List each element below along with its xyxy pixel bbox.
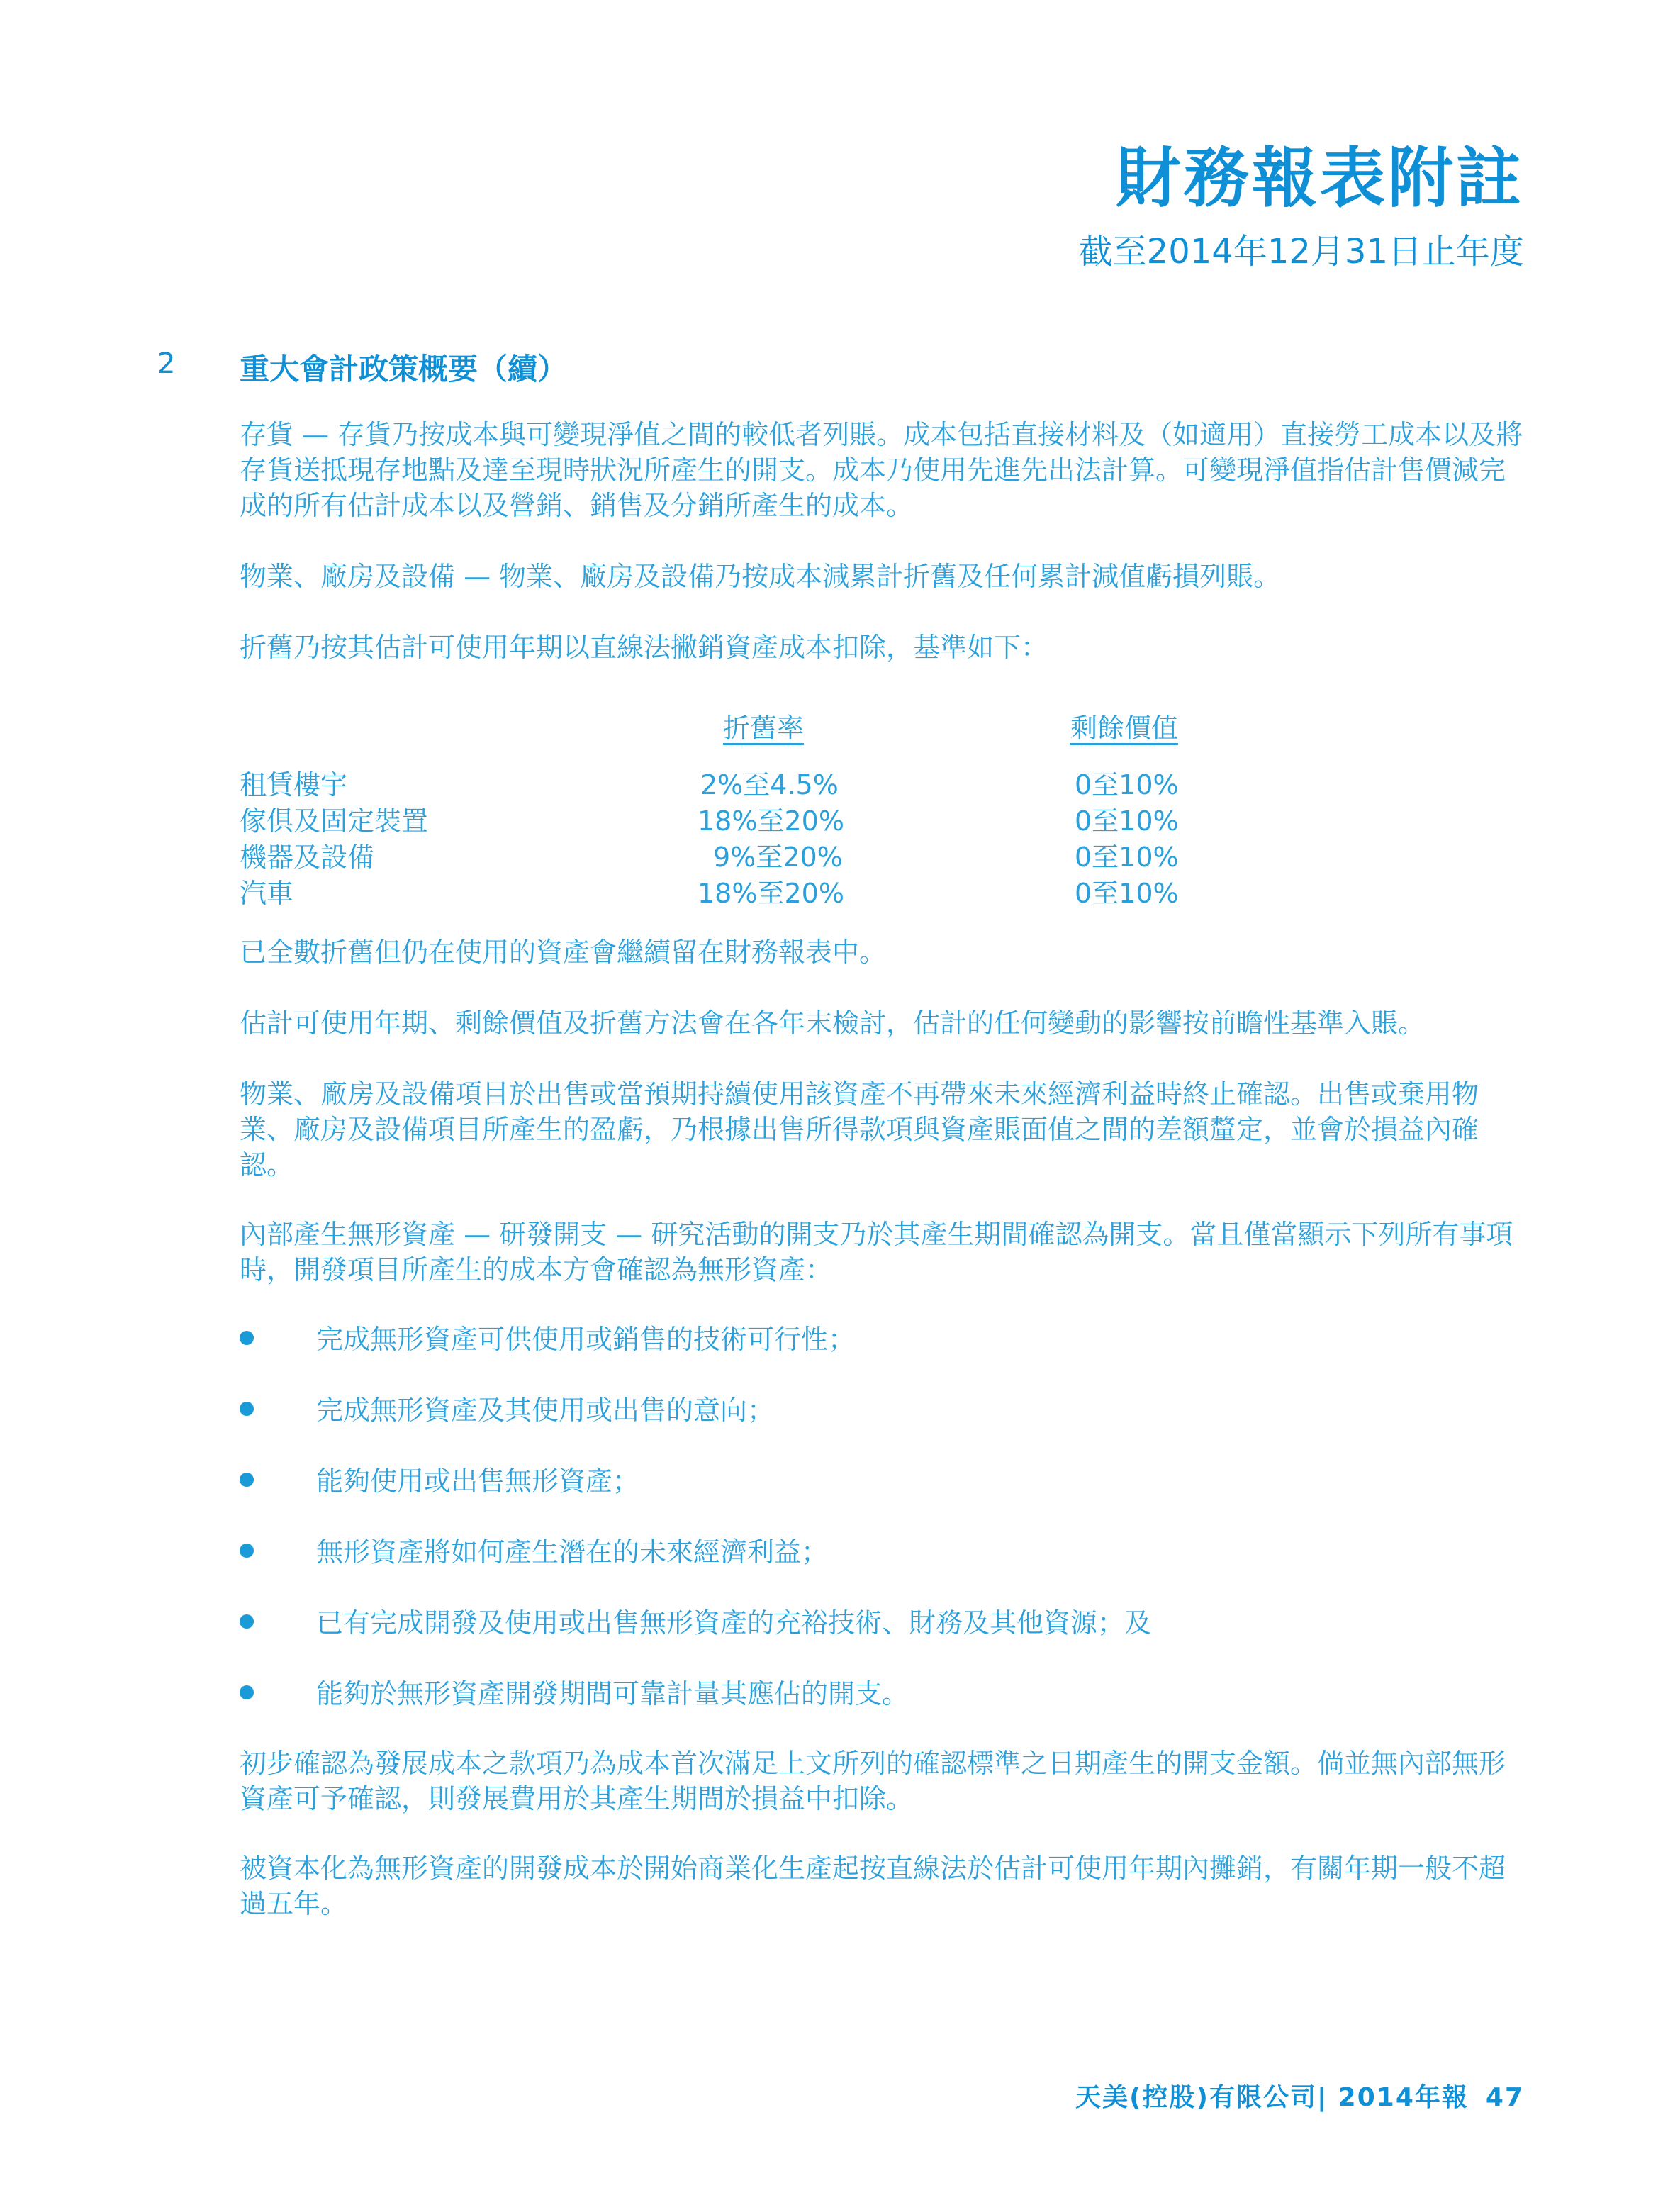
section-number: 2 bbox=[157, 347, 176, 380]
table-row bbox=[240, 871, 1530, 908]
paragraph-initial-recognition bbox=[240, 1746, 1530, 1816]
list-item bbox=[240, 1392, 1530, 1428]
bullet-icon bbox=[240, 1331, 254, 1345]
depreciation-rate: 18%至20% bbox=[698, 805, 844, 837]
depreciation-rate: 18%至20% bbox=[698, 878, 844, 909]
page-number: 47 bbox=[1485, 2083, 1524, 2112]
list-item bbox=[240, 1605, 1530, 1641]
bullet-icon bbox=[240, 1473, 254, 1487]
paragraph-inventory bbox=[240, 417, 1530, 523]
list-item-text: 能夠於無形資產開發期間可靠計量其應佔的開支。 bbox=[316, 1678, 909, 1709]
paragraph-depreciation-intro bbox=[240, 630, 1530, 665]
page-subtitle: 截至2014年12月31日止年度 bbox=[1078, 232, 1524, 272]
table-row bbox=[240, 763, 1530, 800]
list-item-text: 完成無形資產及其使用或出售的意向； bbox=[316, 1395, 775, 1426]
list-item bbox=[240, 1534, 1530, 1570]
asset-name: 汽車 bbox=[240, 878, 294, 909]
bullet-icon bbox=[240, 1614, 254, 1629]
section-title: 重大會計政策概要（續） bbox=[240, 352, 568, 386]
paragraph-text: 已全數折舊但仍在使用的資產會繼續留在財務報表中。 bbox=[240, 937, 887, 968]
paragraph-derecognition bbox=[240, 1076, 1530, 1183]
page-title: 財務報表附註 bbox=[1115, 140, 1524, 216]
list-item-text: 無形資產將如何產生潛在的未來經濟利益； bbox=[316, 1536, 829, 1568]
paragraph-ppe bbox=[240, 559, 1530, 594]
list-item-text: 已有完成開發及使用或出售無形資產的充裕技術、財務及其他資源；及 bbox=[316, 1607, 1152, 1639]
table-row bbox=[240, 799, 1530, 836]
page-footer bbox=[1075, 2077, 1524, 2114]
paragraph-text: 折舊乃按其估計可使用年期以直線法撇銷資產成本扣除，基準如下： bbox=[240, 632, 1048, 663]
paragraph-text: 被資本化為無形資產的開發成本於開始商業化生產起按直線法於估計可使用年期內攤銷，有關年期一般不超過五年。 bbox=[240, 1853, 1506, 1919]
bullet-icon bbox=[240, 1402, 254, 1416]
paragraph-text: 物業、廠房及設備 — 物業、廠房及設備乃按成本減累計折舊及任何累計減值虧損列賬。 bbox=[240, 561, 1281, 592]
list-item-text: 能夠使用或出售無形資產； bbox=[316, 1466, 640, 1497]
paragraph-review bbox=[240, 1005, 1530, 1041]
asset-name: 租賃樓宇 bbox=[240, 769, 348, 800]
list-item bbox=[240, 1322, 1530, 1357]
depreciation-rate: 2%至4.5% bbox=[700, 769, 839, 800]
residual-value: 0至10% bbox=[1075, 878, 1179, 909]
asset-name: 傢俱及固定裝置 bbox=[240, 805, 429, 837]
paragraph-text: 估計可使用年期、剩餘價值及折舊方法會在各年末檢討，估計的任何變動的影響按前瞻性基準入賬。 bbox=[240, 1008, 1426, 1039]
column-header-residual: 剩餘價值 bbox=[1070, 713, 1179, 744]
depreciation-table bbox=[240, 706, 1530, 919]
depreciation-rate: 9%至20% bbox=[713, 842, 843, 873]
paragraph-text: 初步確認為發展成本之款項乃為成本首次滿足上文所列的確認標準之日期產生的開支金額。倘並無內部無形資產可予確認，則發展費用於其產生期間於損益中扣除。 bbox=[240, 1748, 1506, 1814]
residual-value: 0至10% bbox=[1075, 805, 1179, 837]
bullet-icon bbox=[240, 1544, 254, 1558]
residual-value: 0至10% bbox=[1075, 842, 1179, 873]
paragraph-text: 內部產生無形資產 — 研發開支 — 研究活動的開支乃於其產生期間確認為開支。當且僅當顯示下列所有事項時，開發項目所產生的成本方會確認為無形資產： bbox=[240, 1219, 1513, 1285]
asset-name: 機器及設備 bbox=[240, 842, 375, 873]
paragraph-amortisation bbox=[240, 1851, 1530, 1921]
bullet-icon bbox=[240, 1685, 254, 1699]
list-item bbox=[240, 1676, 1530, 1712]
column-header-rate: 折舊率 bbox=[723, 713, 805, 744]
paragraph-text: 物業、廠房及設備項目於出售或當預期持續使用該資產不再帶來未來經濟利益時終止確認。出售或棄用物業、廠房及設備項目所產生的盈虧，乃根據出售所得款項與資產賬面值之間的差額釐定，並會於損益內確認。 bbox=[240, 1078, 1479, 1180]
residual-value: 0至10% bbox=[1075, 769, 1179, 800]
paragraph-text: 存貨 — 存貨乃按成本與可變現淨值之間的較低者列賬。成本包括直接材料及（如適用）直接勞工成本以及將存貨送抵現存地點及達至現時狀況所產生的開支。成本乃使用先進先出法計算。可變現淨值指估計售價減完成的所有估計成本以及營銷、銷售及分銷所產生的成本。 bbox=[240, 419, 1523, 521]
paragraph-fully-depreciated bbox=[240, 934, 1530, 970]
footer-company: 天美(控股)有限公司| 2014年報 bbox=[1075, 2083, 1469, 2112]
list-item bbox=[240, 1463, 1530, 1499]
list-item-text: 完成無形資產可供使用或銷售的技術可行性； bbox=[316, 1324, 856, 1355]
paragraph-intangible bbox=[240, 1217, 1530, 1288]
table-row bbox=[240, 835, 1530, 872]
